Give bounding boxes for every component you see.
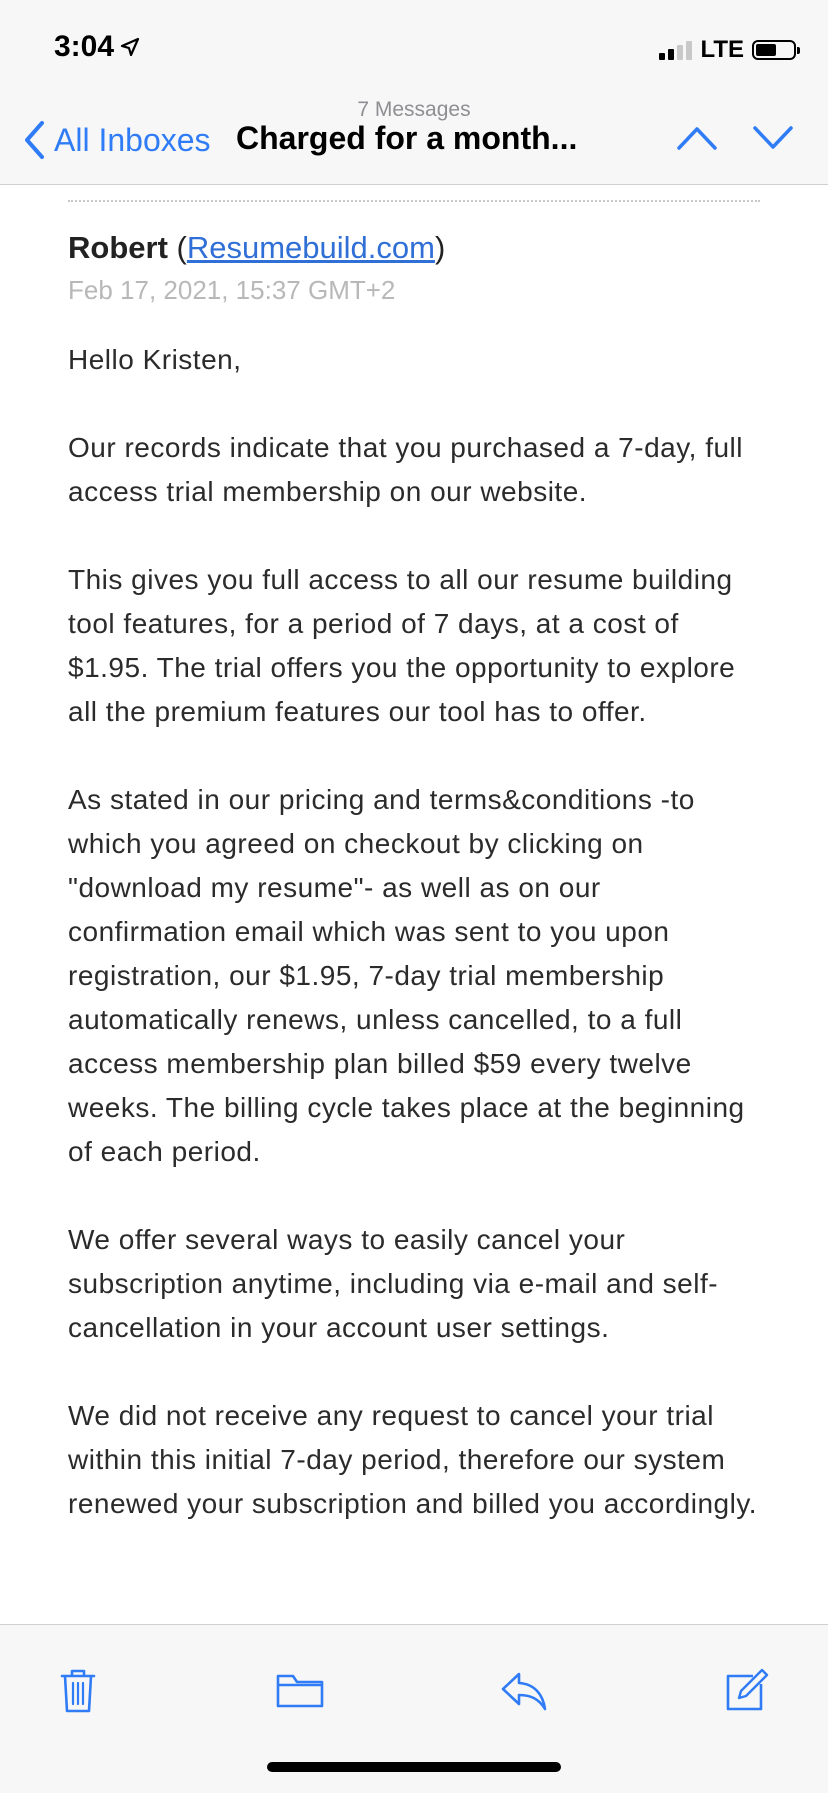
delete-button[interactable]: [48, 1661, 108, 1721]
sender-line: [68, 226, 760, 270]
move-to-folder-button[interactable]: [270, 1661, 330, 1721]
email-content[interactable]: [68, 184, 760, 1624]
chevron-left-icon: [22, 120, 46, 160]
sender-name: Robert: [68, 230, 168, 265]
network-type: LTE: [700, 36, 744, 63]
body-paragraph: As stated in our pricing and terms&conditions -to which you agreed on checkout by clicking on "download my resume"- as well as on our confirmation email which was sent to you upon registration, our $1.95, 7-day trial membership automatically renews, unless cancelled, to a full access membership plan billed $59 every twelve weeks. The billing cycle takes place at the beginning of each period.: [68, 784, 745, 1167]
compose-button[interactable]: [716, 1661, 776, 1721]
reply-icon: [499, 1669, 549, 1713]
message-count: 7 Messages: [357, 98, 471, 121]
folder-icon: [275, 1671, 325, 1711]
status-indicators: [659, 36, 796, 64]
navigation-bar: [0, 96, 828, 185]
sender-paren-close: ): [434, 230, 446, 265]
reply-button[interactable]: [494, 1661, 554, 1721]
body-paragraph: Hello Kristen,: [68, 344, 242, 375]
trash-icon: [58, 1667, 98, 1715]
email-date: Feb 17, 2021, 15:37 GMT+2: [68, 275, 396, 305]
sender-paren-open: (: [167, 230, 187, 265]
home-indicator[interactable]: [267, 1762, 561, 1772]
location-arrow-icon: [120, 37, 140, 57]
divider: [68, 200, 760, 202]
thread-title: Charged for a month...: [236, 120, 578, 156]
message-navigation: [676, 124, 794, 152]
sender-domain-link[interactable]: Resumebuild.com: [186, 230, 435, 265]
compose-icon: [723, 1668, 769, 1714]
body-paragraph: Our records indicate that you purchased a 7-day, full access trial membership on our website.: [68, 432, 743, 507]
body-paragraph: We did not receive any request to cancel your trial within this initial 7-day period, therefore our system renewed your subscription and billed you accordingly.: [68, 1400, 758, 1519]
body-paragraph: This gives you full access to all our resume building tool features, for a period of 7 days, at a cost of $1.95. The trial offers you the opportunity to explore all the premium features our tool has to offer.: [68, 564, 736, 727]
clock-text: 3:04: [54, 30, 115, 63]
status-bar: [0, 0, 828, 96]
back-button[interactable]: [22, 120, 211, 160]
status-time: [54, 30, 140, 64]
chevron-up-icon[interactable]: [676, 124, 718, 152]
chevron-down-icon[interactable]: [752, 124, 794, 152]
signal-icon: [659, 40, 692, 60]
back-label: All Inboxes: [54, 121, 211, 158]
battery-icon: [752, 40, 796, 60]
body-paragraph: We offer several ways to easily cancel your subscription anytime, including via e-mail and self-cancellation in your account user settings.: [68, 1224, 719, 1343]
email-body: [68, 338, 760, 1526]
